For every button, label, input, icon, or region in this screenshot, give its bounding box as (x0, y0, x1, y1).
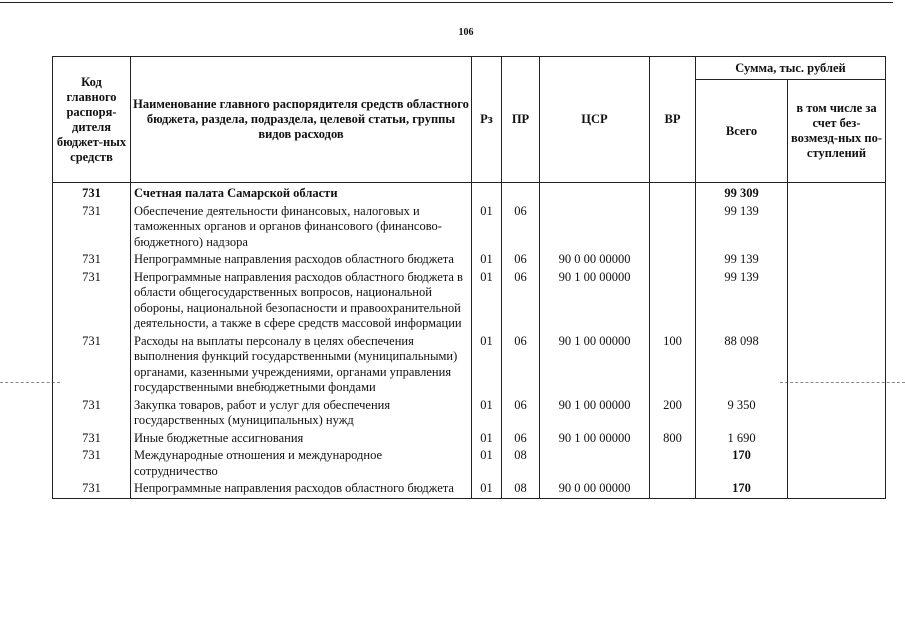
header-rz: Рз (472, 57, 502, 183)
table-row (53, 447, 886, 480)
cell-rz (472, 183, 502, 203)
cell-csr (540, 447, 650, 480)
cell-rz: 01 (472, 397, 502, 430)
cell-csr (540, 203, 650, 252)
table-row (53, 397, 886, 430)
cell-csr: 90 1 00 00000 (540, 430, 650, 448)
scan-artifact-line (0, 382, 60, 383)
header-incl: в том числе за счет без-возмезд-ных по-ступлений (788, 80, 886, 183)
cell-name: Иные бюджетные ассигнования (131, 430, 472, 448)
table-row (53, 251, 886, 269)
cell-vr (650, 447, 696, 480)
table-row (53, 183, 886, 203)
header-name: Наименование главного распорядителя средств областного бюджета, раздела, подраздела, целевой статьи, группы видов расходов (131, 57, 472, 183)
cell-pr: 08 (502, 447, 540, 480)
cell-code: 731 (53, 397, 131, 430)
cell-total: 99 139 (696, 251, 788, 269)
cell-code: 731 (53, 333, 131, 397)
cell-code: 731 (53, 183, 131, 203)
cell-rz: 01 (472, 333, 502, 397)
cell-total: 1 690 (696, 430, 788, 448)
cell-rz: 01 (472, 269, 502, 333)
header-code: Код главного распоря-дителя бюджет-ных средств (53, 57, 131, 183)
table-row (53, 480, 886, 498)
table-row (53, 269, 886, 333)
cell-total: 9 350 (696, 397, 788, 430)
cell-incl (788, 333, 886, 397)
cell-pr: 06 (502, 333, 540, 397)
cell-vr (650, 480, 696, 498)
cell-pr: 06 (502, 430, 540, 448)
cell-code: 731 (53, 447, 131, 480)
budget-table (52, 56, 886, 499)
cell-total: 99 139 (696, 269, 788, 333)
cell-vr: 100 (650, 333, 696, 397)
cell-csr: 90 0 00 00000 (540, 480, 650, 498)
cell-vr: 200 (650, 397, 696, 430)
cell-incl (788, 430, 886, 448)
page-number: 106 (458, 27, 474, 38)
cell-incl (788, 397, 886, 430)
cell-code: 731 (53, 203, 131, 252)
cell-csr: 90 1 00 00000 (540, 397, 650, 430)
cell-incl (788, 480, 886, 498)
header-vr: ВР (650, 57, 696, 183)
cell-rz: 01 (472, 447, 502, 480)
cell-csr (540, 183, 650, 203)
cell-incl (788, 447, 886, 480)
cell-code: 731 (53, 269, 131, 333)
cell-name: Закупка товаров, работ и услуг для обеспечения государственных (муниципальных) нужд (131, 397, 472, 430)
cell-total: 99 139 (696, 203, 788, 252)
cell-vr (650, 183, 696, 203)
cell-rz: 01 (472, 251, 502, 269)
cell-total: 170 (696, 447, 788, 480)
cell-pr: 06 (502, 269, 540, 333)
cell-incl (788, 183, 886, 203)
cell-incl (788, 203, 886, 252)
header-pr: ПР (502, 57, 540, 183)
cell-name: Непрограммные направления расходов областного бюджета (131, 251, 472, 269)
cell-incl (788, 269, 886, 333)
cell-name: Непрограммные направления расходов областного бюджета (131, 480, 472, 498)
cell-incl (788, 251, 886, 269)
cell-vr (650, 269, 696, 333)
cell-total: 88 098 (696, 333, 788, 397)
top-rule (0, 2, 893, 3)
cell-name: Расходы на выплаты персоналу в целях обеспечения выполнения функций государственными (муниципальными) органами, казенными учреждениями, органами управления государственными внебюджетными фондами (131, 333, 472, 397)
cell-code: 731 (53, 430, 131, 448)
cell-total: 170 (696, 480, 788, 498)
cell-pr: 06 (502, 203, 540, 252)
cell-code: 731 (53, 251, 131, 269)
cell-pr: 08 (502, 480, 540, 498)
header-total: Всего (696, 80, 788, 183)
cell-csr: 90 1 00 00000 (540, 333, 650, 397)
header-sum-group: Сумма, тыс. рублей (696, 57, 886, 80)
cell-name: Международные отношения и международное сотрудничество (131, 447, 472, 480)
cell-name: Обеспечение деятельности финансовых, налоговых и таможенных органов и органов финансового (финансово-бюджетного) надзора (131, 203, 472, 252)
cell-code: 731 (53, 480, 131, 498)
table-row (53, 203, 886, 252)
cell-name: Непрограммные направления расходов областного бюджета в области общегосударственных вопросов, национальной обороны, национальной безопасности и правоохранительной деятельности, а также в сфере средств массовой информации (131, 269, 472, 333)
cell-vr (650, 251, 696, 269)
table-row (53, 430, 886, 448)
header-csr: ЦСР (540, 57, 650, 183)
table-body (53, 183, 886, 499)
table-row (53, 333, 886, 397)
cell-rz: 01 (472, 203, 502, 252)
cell-vr (650, 203, 696, 252)
cell-name: Счетная палата Самарской области (131, 183, 472, 203)
cell-rz: 01 (472, 480, 502, 498)
cell-pr (502, 183, 540, 203)
cell-rz: 01 (472, 430, 502, 448)
cell-pr: 06 (502, 251, 540, 269)
cell-csr: 90 0 00 00000 (540, 251, 650, 269)
cell-total: 99 309 (696, 183, 788, 203)
cell-vr: 800 (650, 430, 696, 448)
cell-csr: 90 1 00 00000 (540, 269, 650, 333)
cell-pr: 06 (502, 397, 540, 430)
